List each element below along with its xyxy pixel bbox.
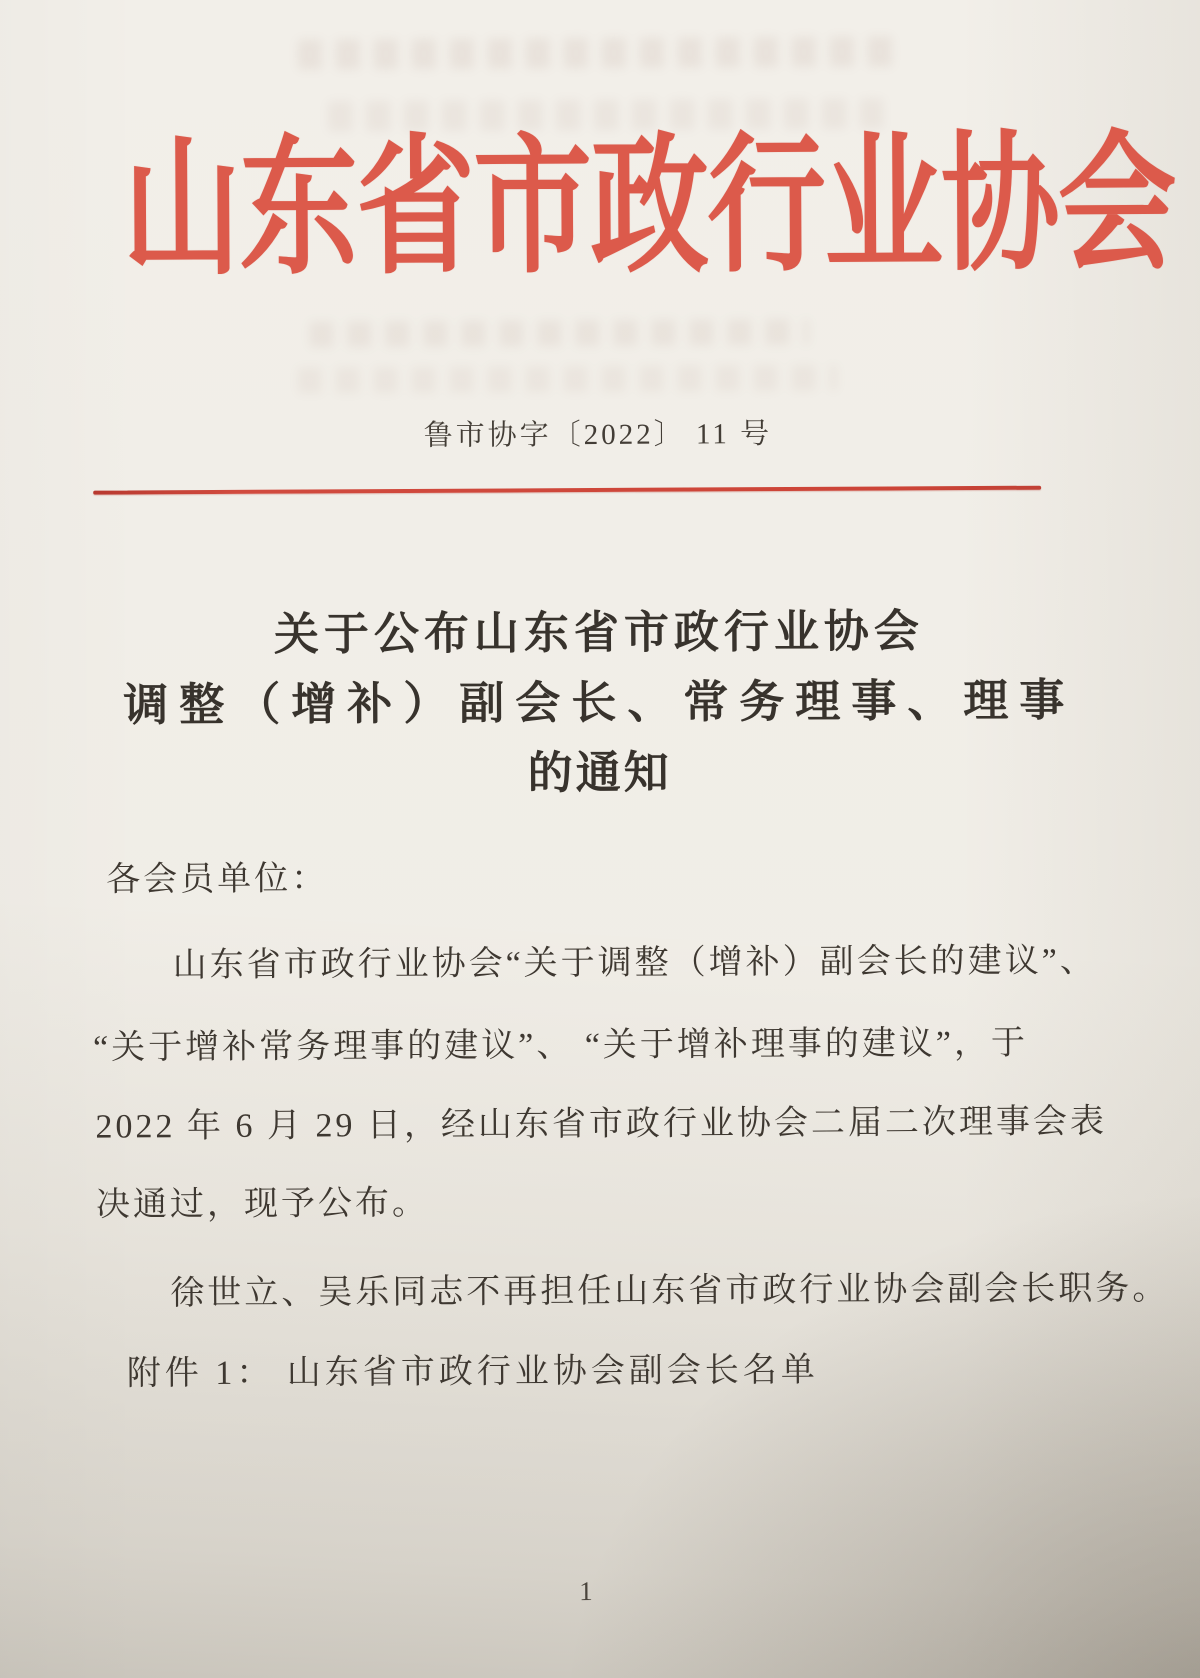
document-number: 鲁市协字〔2022〕 11 号 — [423, 418, 773, 452]
notice-title-line-1: 关于公布山东省市政行业协会 — [273, 606, 925, 660]
notice-title-line-2: 调整（增补）副会长、常务理事、理事 — [123, 675, 1076, 731]
salutation: 各会员单位： — [106, 860, 329, 899]
bleedthrough-mark — [298, 365, 838, 394]
association-masthead: 山东省市政行业协会 — [122, 121, 1176, 294]
red-divider-line — [93, 486, 1041, 495]
paragraph-1-line-1: 山东省市政行业协会“关于调整（增补）副会长的建议”、 — [172, 942, 1097, 985]
attachment-line: 附件 1： 山东省市政行业协会副会长名单 — [126, 1351, 819, 1393]
paragraph-1-line-4: 决通过，现予公布。 — [95, 1184, 430, 1224]
bleedthrough-mark — [309, 319, 809, 348]
notice-title-line-3: 的通知 — [527, 747, 672, 799]
paragraph-2: 徐世立、吴乐同志不再担任山东省市政行业协会副会长职务。 — [170, 1270, 1170, 1313]
paragraph-1-line-2: “关于增补常务理事的建议”、 “关于增补理事的建议”，于 — [92, 1024, 1029, 1067]
bleedthrough-mark — [298, 36, 898, 69]
notice-title — [0, 595, 1200, 811]
paragraph-1-line-3: 2022 年 6 月 29 日，经山东省市政行业协会二届二次理事会表 — [95, 1103, 1108, 1146]
page-number: 1 — [579, 1576, 593, 1607]
